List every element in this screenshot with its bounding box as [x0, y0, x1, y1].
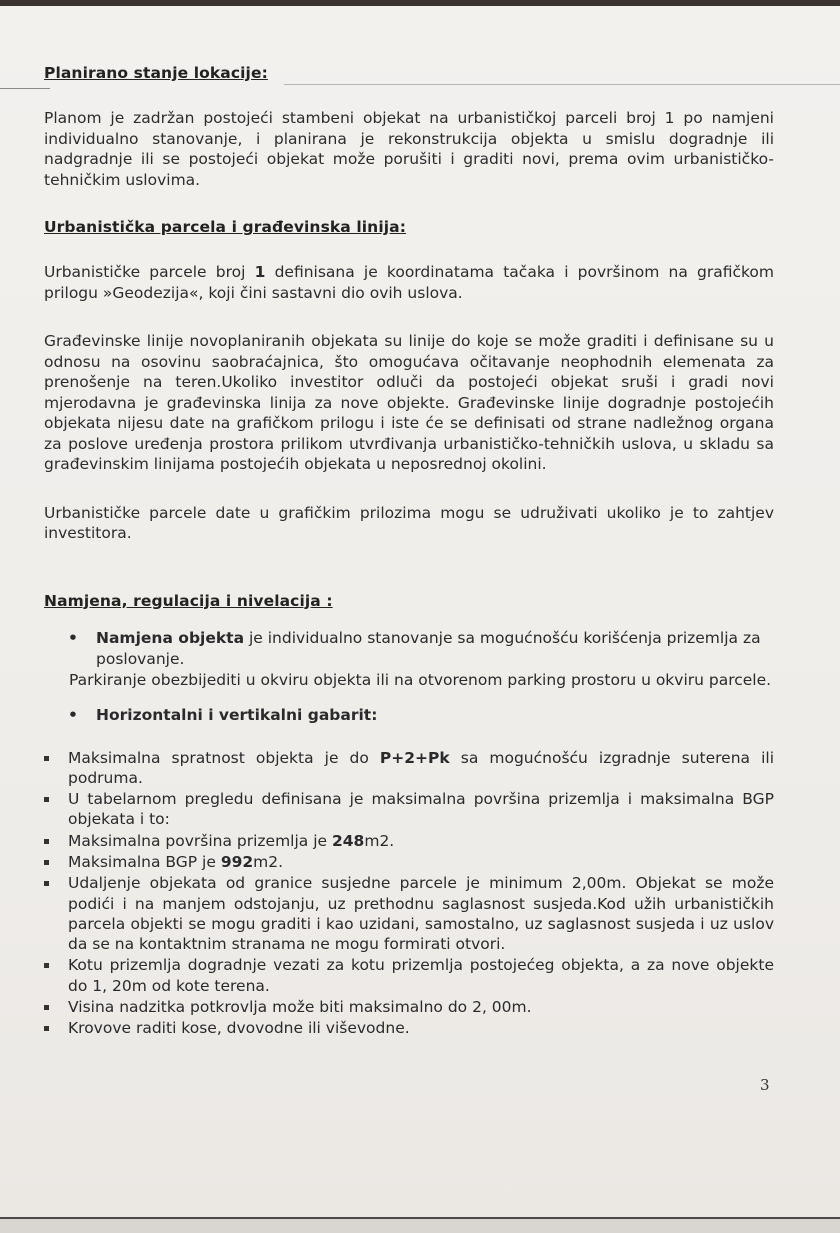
text-span: je individualno stanovanje sa mogućnošću korišćenja prizemlja za poslovanje. [96, 628, 761, 668]
bottom-edge [0, 1219, 840, 1233]
text-span: Krovove raditi kose, dvovodne ili viševodne. [68, 1019, 410, 1038]
text-span: Maksimalna spratnost objekta je do [68, 748, 380, 767]
page-number: 3 [760, 1076, 770, 1094]
text-span: sa mogućnošću izgradnje suterena ili podruma. [68, 748, 774, 787]
bold-span: P+2+Pk [379, 748, 450, 767]
square-bullet-icon [44, 1026, 49, 1031]
list-item [44, 789, 774, 830]
paragraph-parkiranje: Parkiranje obezbijediti u okviru objekta ili na otvorenom parking prostoru u okviru parcele. [69, 670, 772, 689]
bullet-namjena [44, 628, 774, 670]
heading-namjena: Namjena, regulacija i nivelacija : [44, 591, 333, 610]
text-span: Maksimalna površina prizemlja je [68, 831, 332, 850]
text-span: Urbanističke parcele broj [44, 263, 255, 281]
text-span: definisana je koordinatama tačaka i površinom na grafičkom prilogu »Geodezija«, koji čini sastavni dio ovih uslova. [44, 263, 775, 302]
list-item [44, 997, 774, 1017]
bold-span: Namjena objekta [96, 628, 245, 647]
text-span: Udaljenje objekata od granice susjedne parcele je minimum 2,00m. Objekat se može podići i na manjem odstojanju, uz prethodnu saglasnost susjeda.Kod užih urbanističkih parcela objekti se mogu graditi i kao uzidani, samostalno, uz saglasnost susjeda i uz uslov da se na kontaktnim stranama ne mogu formirati otvori. [68, 874, 774, 954]
square-bullet-icon [44, 963, 49, 968]
text-span: Kotu prizemlja dogradnje vezati za kotu prizemlja postojećeg objekta, a za nove objekte do 1, 20m od kote terena. [68, 956, 774, 995]
bullet-dot-icon: • [68, 628, 78, 647]
list-item [44, 873, 774, 954]
text-span: Visina nadzitka potkrovlja može biti maksimalno do 2, 00m. [68, 998, 532, 1017]
text-span: Maksimalna BGP je [68, 852, 221, 871]
list-item [44, 748, 774, 789]
paragraph-planirano: Planom je zadržan postojeći stambeni objekat na urbanističkoj parceli broj 1 po namjeni individualno stanovanje, i planirana je rekonstrukcija objekta u smislu dogradnje ili nadgradnje ili se postojeći objekat može porušiti i graditi novi, prema ovim urbanističko-tehničkim uslovima. [44, 109, 774, 189]
square-bullet-icon [44, 839, 49, 844]
paragraph-gradjevinske-linije: Građevinske linije novoplaniranih objekata su linije do koje se može graditi i definisane su u odnosu na osovinu saobraćajnica, što omogućava očitavanje neophodnih elemenata za prenošenje na teren.Ukoliko investitor odluči da postojeći objekat sruši i gradi novi mjerodavna je građevinska linija za nove objekte. Građevinske linije dogradnje postojećih objekata nijesu date na grafičkom prilogu i iste će se definisati od strane nadležnog organa za poslove uređenja prostora prilikom utvrđivanja urbanističko-tehničkih uslova, u skladu sa građevinskim linijama postojećih objekata u neposrednoj okolini. [44, 332, 774, 473]
square-bullet-icon [44, 797, 49, 802]
text-span: m2. [364, 831, 395, 850]
bold-span: 1 [254, 263, 266, 281]
document-body [44, 64, 774, 1040]
list-item [44, 1018, 774, 1038]
bullet-dot-icon: • [68, 705, 78, 724]
square-bullet-icon [44, 881, 49, 886]
square-bullet-icon [44, 756, 49, 761]
bold-span: 992 [220, 852, 254, 871]
square-bullet-icon [44, 860, 49, 865]
heading-urbanisticka: Urbanistička parcela i građevinska linija: [44, 218, 407, 236]
list-item [44, 831, 774, 851]
bold-span: Horizontalni i vertikalni gabarit: [96, 705, 378, 724]
paragraph-parcele [44, 262, 774, 303]
square-bullet-icon [44, 1005, 49, 1010]
paragraph-udruzivanje: Urbanističke parcele date u grafičkim prilozima mogu se udruživati ukoliko je to zahtjev investitora. [44, 503, 774, 542]
bullet-gabarit [44, 705, 774, 726]
gabarit-list [44, 748, 774, 1039]
heading-planirano: Planirano stanje lokacije: [44, 64, 268, 82]
bold-span: 248 [331, 831, 365, 850]
list-item [44, 955, 774, 996]
text-span: m2. [253, 852, 284, 871]
margin-rule-left [0, 88, 50, 89]
top-edge [0, 0, 840, 6]
text-span: U tabelarnom pregledu definisana je maksimalna površina prizemlja i maksimalna BGP objekata i to: [68, 790, 774, 829]
list-item [44, 852, 774, 872]
